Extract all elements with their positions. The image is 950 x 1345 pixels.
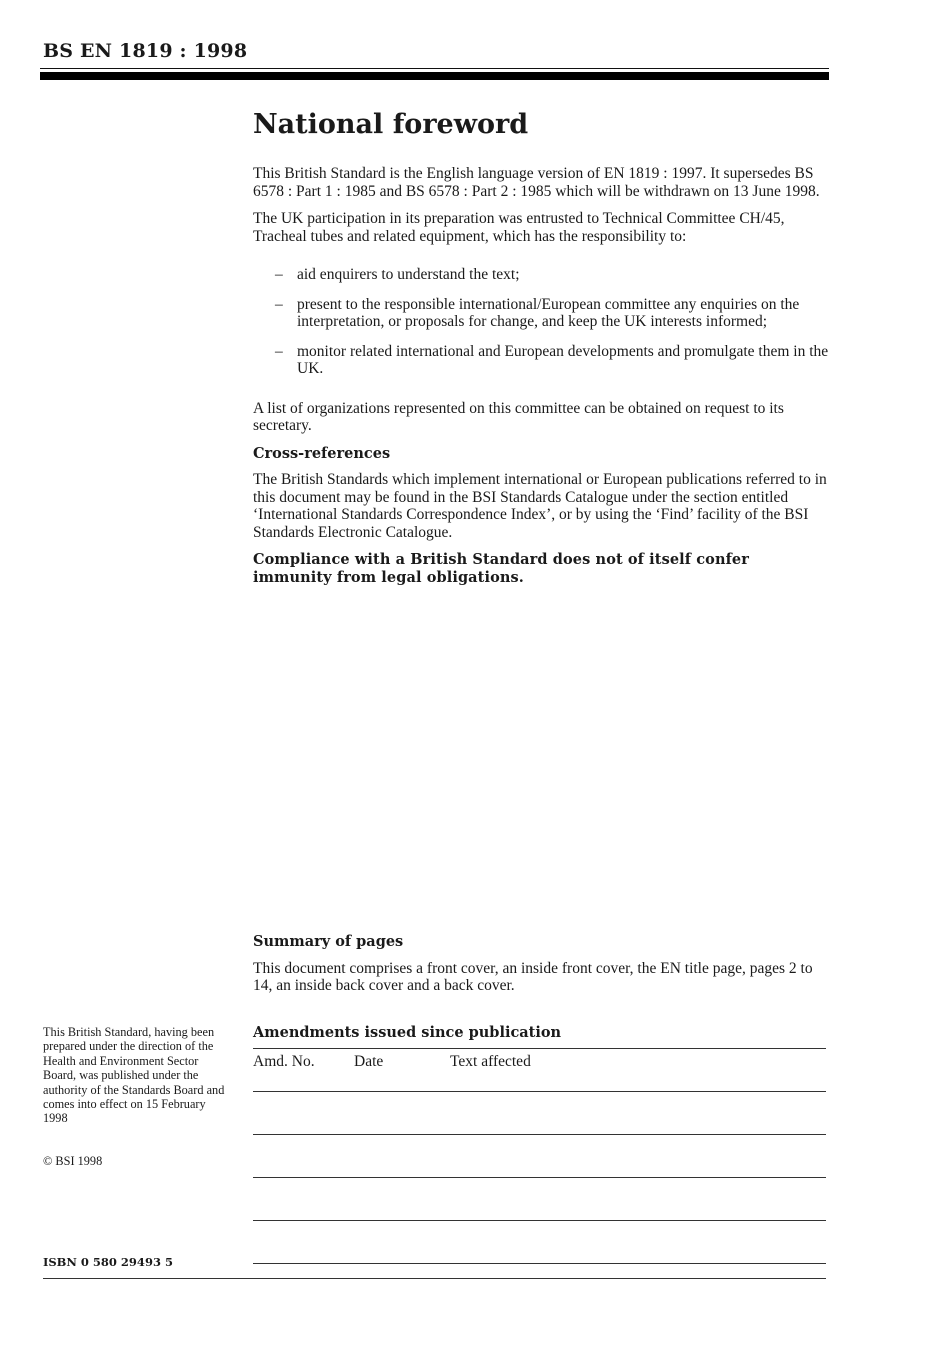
copyright-notice: © BSI 1998 (43, 1154, 103, 1168)
dash-marker: – (275, 342, 283, 360)
summary-text: This document comprises a front cover, an inside front cover, the EN title page, pages 2 to 14, an inside back cover and a back cover. (253, 959, 813, 994)
list-item (253, 296, 829, 331)
header-rule-thick (40, 72, 829, 80)
amendments-heading: Amendments issued since publication (253, 1024, 562, 1041)
foreword-paragraph-1: This British Standard is the English language version of EN 1819 : 1997. It supersedes BS 6578 : Part 1 : 1985 and BS 6578 : Part 2 : 1985 which will be withdrawn on 13 June 1998. (253, 165, 820, 200)
list-item-text: aid enquirers to understand the text; (297, 266, 520, 283)
crossref-text: The British Standards which implement international or European publications referred to in this document may be found in the BSI Standards Catalogue under the section entitled ‘International Standards Correspondence Index’, or by using the ‘Find’ facility of the BSI Standards Electronic Catalogue. (253, 471, 827, 541)
table-rule (253, 1048, 826, 1049)
compliance-note: Compliance with a British Standard does not of itself confer immunity from legal obligations. (253, 551, 749, 586)
table-row (253, 1134, 826, 1135)
responsibility-list (253, 266, 829, 378)
dash-marker: – (275, 295, 283, 313)
footer-rule (43, 1278, 826, 1279)
column-header-text-affected: Text affected (450, 1053, 531, 1070)
column-header-amd-no: Amd. No. (253, 1053, 315, 1070)
crossref-heading: Cross-references (253, 444, 391, 462)
foreword-paragraph-3: A list of organizations represented on this committee can be obtained on request to its secretary. (253, 399, 784, 434)
list-item (253, 266, 829, 284)
list-item (253, 343, 829, 378)
dash-marker: – (275, 266, 283, 283)
isbn: ISBN 0 580 29493 5 (43, 1255, 173, 1269)
table-row (253, 1220, 826, 1221)
foreword-section (253, 108, 829, 596)
publication-note: This British Standard, having been prepared under the direction of the Health and Environment Sector Board, was published under the authority of the Standards Board and comes into effect on 15 February 1998 (43, 1025, 225, 1126)
list-item-text: monitor related international and European developments and promulgate them in the UK. (297, 342, 829, 377)
header-rule-thin (40, 68, 829, 69)
document-id: BS EN 1819 : 1998 (43, 40, 248, 62)
page-title: National foreword (253, 109, 529, 140)
foreword-paragraph-2: The UK participation in its preparation was entrusted to Technical Committee CH/45, Tracheal tubes and related equipment, which has the responsibility to: (253, 210, 785, 245)
summary-section (253, 933, 829, 995)
table-row (253, 1177, 826, 1178)
table-row (253, 1263, 826, 1264)
list-item-text: present to the responsible international/European committee any enquiries on the interpretation, or proposals for change, and keep the UK interests informed; (297, 295, 800, 330)
summary-heading: Summary of pages (253, 933, 404, 950)
column-header-date: Date (354, 1053, 384, 1070)
table-row (253, 1091, 826, 1092)
